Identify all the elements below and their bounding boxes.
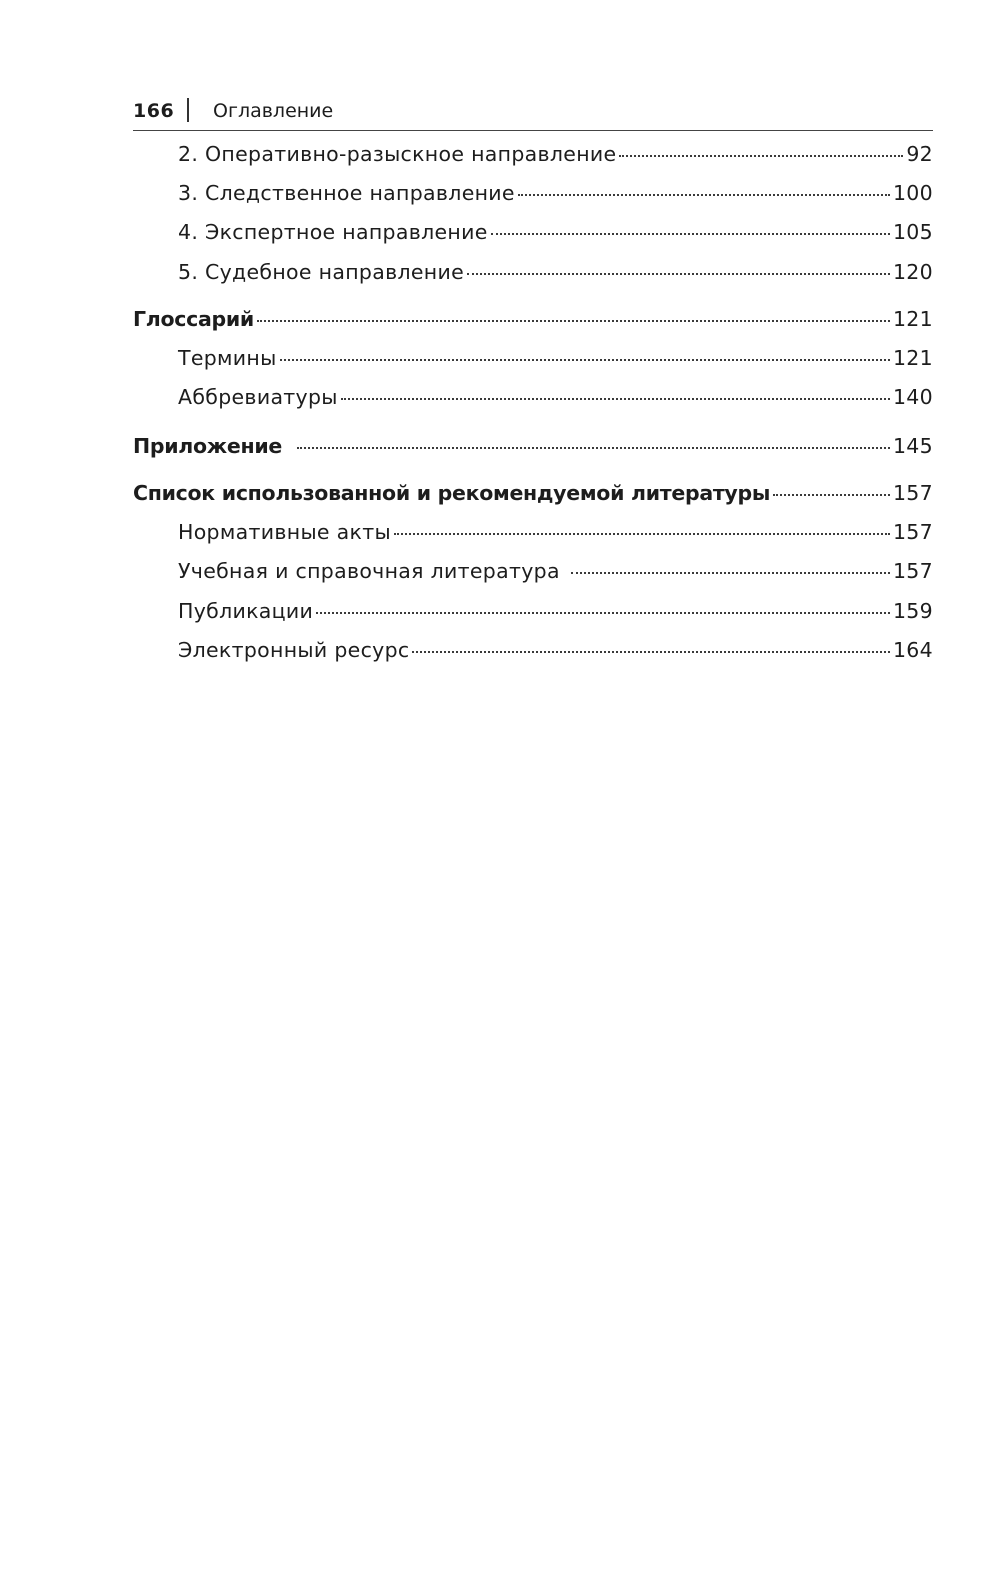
toc-entry-page: 92 [906,142,933,166]
running-header [133,98,933,132]
toc-entry[interactable] [133,142,933,172]
toc-entry[interactable] [133,346,933,376]
toc-entry-label: Термины [178,346,277,370]
toc-section-label: Список использованной и рекомендуемой литературы [133,481,771,505]
toc-entry-page: 157 [892,559,933,583]
toc-entry-label: Публикации [178,599,314,623]
toc-entry[interactable] [133,181,933,211]
toc-entry-label: 3. Следственное направление [178,181,515,205]
dot-leader [491,233,890,235]
toc-entry[interactable] [133,220,933,250]
dot-leader [518,194,890,196]
toc-section-entry[interactable] [133,434,933,464]
toc-entry-page: 100 [892,181,933,205]
toc-section-page: 145 [892,434,933,458]
toc-entry[interactable] [133,599,933,629]
toc-entry[interactable] [133,638,933,668]
dot-leader [341,398,890,400]
toc-entry[interactable] [133,559,933,589]
dot-leader [571,572,890,574]
toc-section-page: 157 [892,481,933,505]
toc-entry[interactable] [133,385,933,415]
header-separator [187,98,189,122]
toc-entry-page: 105 [892,220,933,244]
toc-section-label: Глоссарий [133,307,255,331]
dot-leader [316,612,890,614]
toc-entry-page: 140 [892,385,933,409]
toc-entry-label: Учебная и справочная литература [178,559,560,583]
dot-leader [773,494,890,496]
dot-leader [412,651,890,653]
toc-section-label: Приложение [133,434,283,458]
toc-entry-label: 2. Оперативно-разыскное направление [178,142,617,166]
toc-entry-page: 159 [892,599,933,623]
toc-entry[interactable] [133,520,933,550]
toc-entry-label: Нормативные акты [178,520,391,544]
dot-leader [297,447,890,449]
toc-section-page: 121 [892,307,933,331]
dot-leader [257,320,890,322]
toc-entry-label: Аббревиатуры [178,385,338,409]
running-title: Оглавление [213,100,334,122]
dot-leader [467,273,890,275]
dot-leader [394,533,890,535]
dot-leader [619,155,903,157]
toc-entry-page: 157 [892,520,933,544]
toc-entry-page: 120 [892,260,933,284]
toc-entry[interactable] [133,260,933,290]
toc-entry-label: 5. Судебное направление [178,260,465,284]
dot-leader [280,359,890,361]
toc-entry-label: 4. Экспертное направление [178,220,488,244]
header-rule [133,130,933,131]
toc-entry-page: 164 [892,638,933,662]
toc-entry-label: Электронный ресурс [178,638,410,662]
toc-section-entry[interactable] [133,307,933,337]
toc-section-entry[interactable] [133,481,933,511]
toc-entry-page: 121 [892,346,933,370]
page-number: 166 [133,100,175,122]
